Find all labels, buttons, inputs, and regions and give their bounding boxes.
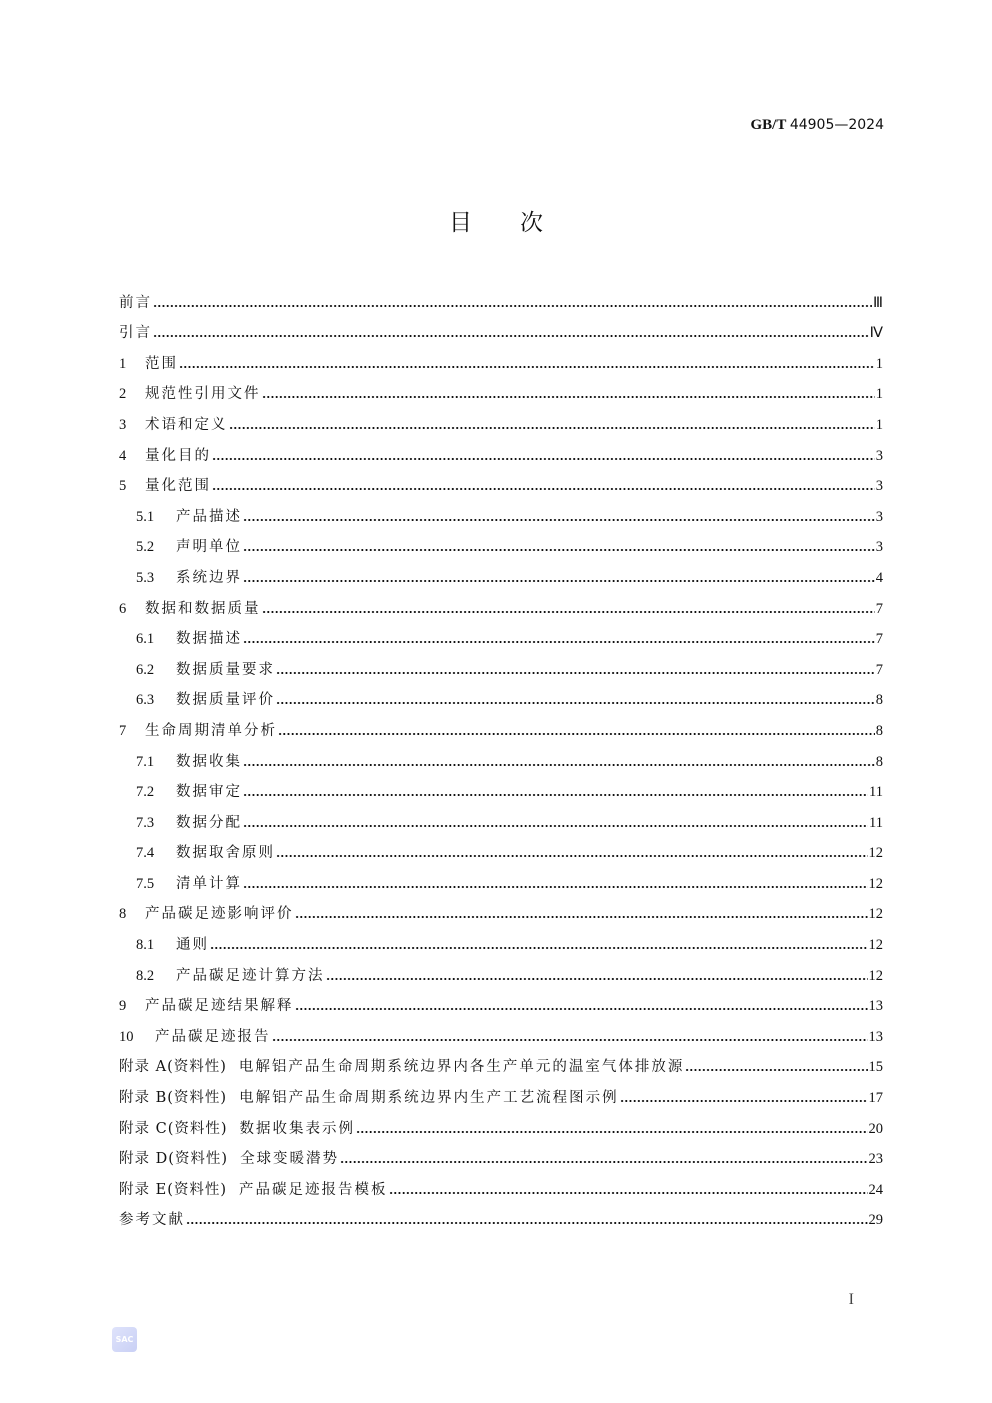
dot-leader [229,413,875,437]
toc-entry-number: 5.3 [136,569,155,586]
dot-leader [295,994,868,1018]
toc-entry-page: 24 [868,1181,883,1198]
toc-entry[interactable] [119,865,883,896]
dot-leader [212,444,875,468]
dot-leader [243,780,868,804]
toc-entry[interactable] [119,1079,883,1110]
dot-leader [295,902,868,926]
dot-leader [243,535,875,559]
toc-entry[interactable] [119,406,883,437]
toc-entry-page: 12 [868,937,883,954]
toc-entry-number: 附录 C(资料性) [119,1120,228,1137]
toc-entry-page: 7 [875,600,883,617]
toc-entry-number: 附录 E(资料性) [119,1181,228,1198]
standard-prefix: GB/T [750,117,787,133]
dot-leader [389,1178,868,1202]
toc-entry-number: 4 [119,447,127,464]
toc-entry-number: 7.3 [136,814,155,831]
toc-entry-number: 8 [119,906,127,923]
toc-entry-number: 3 [119,416,127,433]
toc-entry-label: 数据收集表示例 [239,1120,356,1137]
toc-entry-page: Ⅳ [869,325,883,342]
toc-entry-page: 7 [875,631,883,648]
toc-entry-label: 生命周期清单分析 [145,722,277,739]
toc-entry-label: 产品描述 [176,508,242,525]
toc-entry-page: 13 [868,998,883,1015]
toc-entry[interactable] [119,682,883,713]
dot-leader [276,841,868,865]
dot-leader [243,811,868,835]
toc-entry-number: 6.1 [136,631,155,648]
toc-entry-label: 全球变暖潜势 [240,1151,340,1168]
toc-entry-number: 10 [119,1028,134,1045]
toc-entry-page: 15 [868,1059,883,1076]
toc-entry-label: 范围 [145,355,178,372]
dot-leader [262,382,875,406]
page-title: 目次 [449,210,591,236]
toc-entry-page: 3 [875,478,883,495]
toc-entry-page: 1 [875,355,883,372]
toc-entry-number: 5.1 [136,508,155,525]
toc-entry-number: 8.2 [136,967,155,984]
toc-entry-number: 5 [119,478,127,495]
toc-entry-page: Ⅲ [873,294,883,311]
toc-entry[interactable] [119,621,883,652]
toc-entry-label: 术语和定义 [145,416,228,433]
toc-entry-label: 产品碳足迹计算方法 [176,967,325,984]
toc-entry-page: 29 [868,1212,883,1229]
toc-entry-number: 附录 D(资料性) [119,1151,229,1168]
dot-leader [276,688,875,712]
toc-entry-label: 数据分配 [176,814,242,831]
toc-entry-page: 1 [875,416,883,433]
standard-number [751,117,885,134]
toc-entry-label: 产品碳足迹影响评价 [145,906,294,923]
toc-entry-number: 2 [119,386,127,403]
dot-leader [278,719,875,743]
toc-entry-label: 规范性引用文件 [145,386,261,403]
toc-entry-number: 附录 B(资料性) [119,1090,228,1107]
standard-code: 44905—2024 [789,117,884,133]
toc-entry-number: 9 [119,998,127,1015]
dot-leader [243,566,875,590]
sac-logo: SAC [112,1327,137,1352]
dot-leader [620,1086,868,1110]
toc-entry[interactable] [119,498,883,529]
dot-leader [262,597,875,621]
toc-entry-label: 数据描述 [176,631,242,648]
toc-entry[interactable] [119,590,883,621]
toc-entry[interactable] [119,988,883,1019]
toc-entry-page: 3 [875,539,883,556]
toc-entry-page: 12 [868,875,883,892]
toc-entry[interactable] [119,1202,883,1233]
dot-leader [153,291,872,315]
table-of-contents [119,284,883,1232]
toc-entry-page: 13 [868,1028,883,1045]
toc-entry-label: 系统边界 [176,569,242,586]
toc-entry-page: 8 [875,753,883,770]
toc-entry-number: 6.2 [136,661,155,678]
toc-entry-page: 1 [875,386,883,403]
toc-entry-label: 产品碳足迹结果解释 [145,998,294,1015]
toc-entry[interactable] [119,651,883,682]
toc-entry[interactable] [119,712,883,743]
toc-entry-page: 12 [868,967,883,984]
toc-entry-page: 20 [868,1120,883,1137]
toc-entry-page: 4 [875,569,883,586]
dot-leader [326,964,868,988]
toc-entry-number: 5.2 [136,539,155,556]
dot-leader [153,321,869,345]
toc-entry[interactable] [119,529,883,560]
page-number: I [848,1291,854,1308]
toc-entry-page: 7 [875,661,883,678]
dot-leader [340,1147,867,1171]
toc-entry-number: 1 [119,355,127,372]
toc-entry-label: 引言 [119,325,152,342]
toc-entry[interactable] [119,835,883,866]
toc-entry[interactable] [119,1141,883,1172]
toc-entry-label: 数据取舍原则 [176,845,275,862]
toc-entry[interactable] [119,345,883,376]
dot-leader [212,474,875,498]
toc-entry[interactable] [119,804,883,835]
dot-leader [243,505,875,529]
toc-entry[interactable] [119,743,883,774]
toc-entry-page: 3 [875,447,883,464]
toc-entry-label: 声明单位 [176,539,242,556]
toc-entry-label: 量化范围 [145,478,211,495]
dot-leader [276,658,875,682]
toc-entry-number: 7 [119,722,127,739]
toc-entry-page: 11 [869,784,883,801]
toc-entry-label: 电解铝产品生命周期系统边界内各生产单元的温室气体排放源 [238,1059,685,1076]
toc-entry-page: 8 [875,722,883,739]
toc-entry[interactable] [119,284,883,315]
toc-entry-number: 8.1 [136,937,155,954]
toc-entry-number: 附录 A(资料性) [119,1059,227,1076]
dot-leader [243,627,875,651]
dot-leader [179,352,875,376]
toc-entry[interactable] [119,926,883,957]
toc-entry-label: 数据和数据质量 [145,600,261,617]
toc-entry-page: 12 [868,906,883,923]
toc-entry[interactable] [119,896,883,927]
toc-entry[interactable] [119,468,883,499]
toc-entry-page: 23 [868,1151,883,1168]
toc-entry-number: 7.2 [136,784,155,801]
dot-leader [210,933,868,957]
toc-entry[interactable] [119,1171,883,1202]
toc-entry[interactable] [119,774,883,805]
dot-leader [272,1025,868,1049]
toc-entry-page: 8 [875,692,883,709]
toc-entry-label: 数据质量评价 [176,692,275,709]
toc-entry-number: 7.5 [136,875,155,892]
toc-entry-label: 量化目的 [145,447,211,464]
toc-entry[interactable] [119,1049,883,1080]
toc-entry-page: 12 [868,845,883,862]
dot-leader [685,1055,867,1079]
toc-entry-label: 产品碳足迹报告 [155,1028,271,1045]
toc-entry-number: 7.1 [136,753,155,770]
toc-entry-label: 电解铝产品生命周期系统边界内生产工艺流程图示例 [239,1090,619,1107]
dot-leader [243,872,868,896]
toc-entry-label: 数据质量要求 [176,661,275,678]
toc-entry-page: 17 [868,1090,883,1107]
toc-entry-number: 7.4 [136,845,155,862]
toc-entry-label: 清单计算 [176,875,242,892]
toc-entry-number: 6.3 [136,692,155,709]
toc-entry-label: 通则 [176,937,209,954]
toc-entry[interactable] [119,1018,883,1049]
toc-entry-label: 参考文献 [119,1212,185,1229]
toc-entry-number: 6 [119,600,127,617]
dot-leader [186,1208,868,1232]
toc-entry[interactable] [119,376,883,407]
toc-entry[interactable] [119,559,883,590]
toc-entry-label: 前言 [119,294,152,311]
toc-entry[interactable] [119,437,883,468]
toc-entry[interactable] [119,1110,883,1141]
dot-leader [243,750,875,774]
toc-entry-label: 数据审定 [176,784,242,801]
dot-leader [356,1117,867,1141]
toc-entry[interactable] [119,315,883,346]
toc-entry-label: 数据收集 [176,753,242,770]
toc-entry-label: 产品碳足迹报告模板 [239,1181,388,1198]
toc-entry[interactable] [119,957,883,988]
toc-entry-page: 3 [875,508,883,525]
toc-entry-page: 11 [869,814,883,831]
